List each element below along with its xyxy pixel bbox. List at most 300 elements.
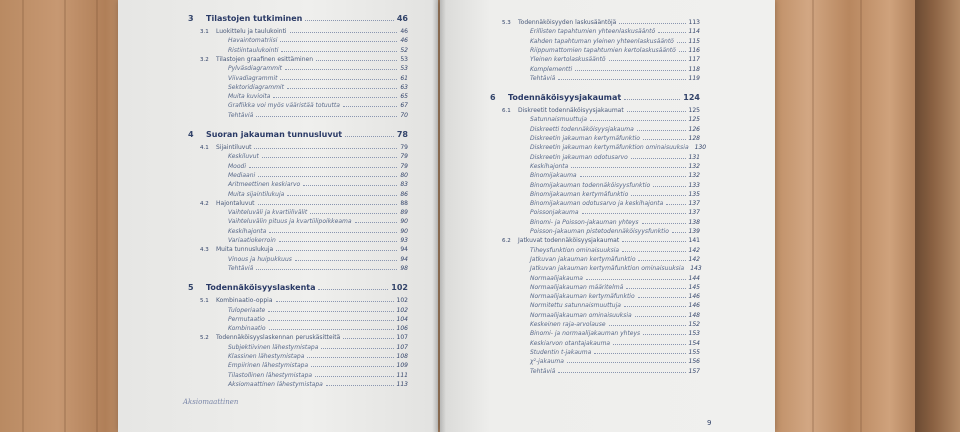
toc-entry-page: 46: [400, 28, 408, 35]
toc-entry: [188, 130, 408, 139]
toc-entry-page: 46: [400, 37, 408, 45]
toc-entry-title: Muita tunnuslukuja: [216, 246, 274, 254]
toc-entry: [228, 83, 408, 92]
toc-entry-title: Todennäköisyyslaskennan peruskäsitteitä: [216, 334, 341, 342]
toc-entry: [228, 180, 408, 189]
toc-entry-page: 125: [688, 116, 700, 124]
toc-leader-dots: [268, 315, 394, 321]
toc-entry: [228, 255, 408, 264]
toc-entry-title: Klassinen lähestymistapa: [228, 353, 305, 360]
wood-grain: [96, 0, 98, 432]
toc-entry-title: Normaalijakauman ominaisuuksia: [530, 311, 632, 319]
toc-leader-dots: [635, 311, 686, 317]
toc-leader-dots: [343, 333, 393, 339]
toc-entry: [530, 171, 700, 180]
wood-grain: [812, 0, 814, 432]
toc-leader-dots: [303, 180, 397, 186]
toc-entry-title: Binomijakauman odotusarvo ja keskihajonta: [530, 200, 664, 208]
toc-entry-title: Diskreetin jakauman kertymäfunktion ominaisuuksia: [530, 144, 689, 152]
toc-entry-title: Jatkuvat todennäköisyysjakaumat: [518, 237, 620, 245]
toc-leader-dots: [305, 15, 393, 21]
toc-entry-title: Keskihajonta: [530, 162, 569, 170]
toc-entry-title: Keskeinen raja-arvolause: [530, 321, 606, 328]
toc-entry-title: Variaatiokerroin: [228, 237, 276, 244]
toc-leader-dots: [672, 227, 686, 233]
table-edge: [915, 0, 960, 432]
toc-entry: [228, 152, 408, 161]
toc-entry-page: 113: [396, 380, 408, 388]
toc-entry-title: Tilastojen tutkiminen: [206, 14, 303, 23]
toc-entry: [530, 27, 700, 36]
toc-entry-page: 116: [688, 46, 700, 54]
toc-entry-title: Jatkuvan jakauman kertymäfunktio: [530, 255, 636, 263]
toc-entry-page: 125: [688, 107, 700, 115]
toc-entry-number: 3: [188, 14, 194, 23]
toc-leader-dots: [281, 46, 397, 52]
toc-entry: [228, 371, 408, 380]
toc-entry-page: 102: [396, 297, 408, 305]
toc-entry: [530, 143, 707, 152]
toc-leader-dots: [268, 306, 393, 312]
wood-grain: [860, 0, 862, 432]
toc-entry-title: Keskiluvut: [228, 153, 259, 161]
toc-entry: [530, 199, 700, 208]
toc-leader-dots: [287, 190, 397, 196]
toc-entry: [530, 320, 700, 329]
toc-entry-title: Binomijakauman todennäköisyysfunktio: [530, 181, 651, 189]
toc-entry-title: Tilastollinen lähestymistapa: [228, 371, 313, 379]
toc-entry-title: Hajontaluvut: [216, 199, 255, 207]
toc-entry-number: 5.1: [200, 298, 209, 305]
toc-entry-title: Havaintomatriisi: [228, 37, 278, 45]
toc-leader-dots: [590, 115, 686, 121]
toc-entry-title: Binomi- ja Poisson-jakauman yhteys: [530, 218, 639, 226]
toc-entry-title: Diskreetin jakauman kertymäfunktio: [530, 135, 640, 142]
toc-entry: [228, 92, 408, 101]
toc-entry-page: 118: [688, 65, 700, 73]
toc-entry-page: 78: [396, 130, 408, 139]
toc-entry-number: 4: [188, 130, 194, 139]
toc-entry-page: 119: [688, 74, 700, 82]
toc-entry-page: 79: [400, 144, 408, 151]
toc-entry-title: Suoran jakauman tunnusluvut: [206, 130, 343, 139]
toc-entry-title: Satunnaismuuttuja: [530, 116, 588, 124]
toc-leader-dots: [642, 218, 686, 224]
toc-entry: [530, 153, 700, 162]
toc-entry-page: 143: [690, 265, 702, 273]
toc-leader-dots: [679, 46, 686, 52]
toc-leader-dots: [311, 361, 393, 367]
toc-entry-page: 111: [396, 371, 408, 379]
toc-entry: [228, 343, 408, 352]
toc-leader-dots: [355, 217, 398, 223]
toc-entry-number: 3.2: [200, 56, 209, 63]
toc-entry: [228, 361, 408, 370]
toc-entry-page: 115: [688, 37, 700, 45]
toc-leader-dots: [256, 264, 397, 270]
toc-entry: [228, 264, 408, 273]
toc-leader-dots: [631, 190, 685, 196]
toc-entry-page: 53: [400, 65, 408, 73]
toc-leader-dots: [285, 64, 397, 70]
toc-entry-title: Todennäköisyyslaskenta: [206, 283, 316, 293]
toc-entry: [530, 46, 700, 55]
toc-entry-page: 153: [688, 330, 700, 338]
toc-leader-dots: [258, 199, 398, 205]
toc-leader-dots: [273, 92, 397, 98]
toc-entry-title: Binomijakauma: [530, 172, 577, 180]
toc-entry-title: Jatkuvan jakauman kertymäfunktion ominaisuuksia: [530, 265, 685, 273]
toc-entry-title: Riippumattomien tapahtumien kertolaskusääntö: [530, 46, 676, 54]
toc-leader-dots: [279, 236, 398, 242]
toc-entry-title: Erillisten tapahtumien yhteenlaskusääntö: [530, 28, 656, 36]
toc-leader-dots: [295, 255, 397, 261]
toc-entry: [530, 357, 700, 366]
toc-entry: [530, 246, 700, 255]
toc-entry-page: 88: [400, 199, 408, 207]
toc-entry-title: Keskiarvon otantajakauma: [530, 339, 611, 347]
toc-leader-dots: [624, 94, 680, 100]
page-number: 9: [707, 419, 712, 427]
toc-entry-page: 138: [688, 218, 700, 226]
toc-entry: [228, 74, 408, 83]
toc-entry-page: 90: [400, 218, 408, 226]
toc-entry-page: 83: [400, 181, 408, 189]
toc-entry-title: Tehtäviä: [228, 111, 254, 119]
toc-entry-title: Komplementti: [530, 65, 573, 73]
toc-entry-page: 124: [683, 93, 700, 103]
toc-entry-title: Binomi- ja normaalijakauman yhteys: [530, 330, 641, 338]
toc-entry-page: 94: [400, 246, 408, 254]
toc-entry-title: Aritmeettinen keskiarvo: [228, 181, 301, 189]
toc-leader-dots: [258, 171, 397, 177]
toc-entry-title: Vaihteluväli ja kvartiilivälit: [228, 209, 308, 217]
toc-entry-title: Sektoridiagrammit: [228, 83, 284, 91]
toc-entry: [530, 134, 700, 143]
toc-leader-dots: [575, 65, 685, 71]
toc-entry: [188, 14, 408, 23]
toc-entry: [530, 162, 700, 171]
toc-entry-number: 6: [490, 93, 496, 103]
toc-entry-page: 128: [688, 135, 700, 142]
toc-leader-dots: [627, 106, 686, 112]
toc-leader-dots: [624, 301, 686, 307]
toc-entry: [228, 315, 408, 324]
toc-entry-page: 142: [688, 246, 700, 254]
toc-entry-page: 102: [396, 306, 408, 314]
toc-entry: [530, 339, 700, 348]
toc-entry-number: 4.2: [200, 200, 209, 207]
toc-entry-page: 104: [396, 315, 408, 323]
toc-leader-dots: [316, 55, 397, 61]
toc-entry-title: Empiirinen lähestymistapa: [228, 362, 309, 370]
toc-entry-title: Tehtäviä: [530, 367, 556, 375]
toc-leader-dots: [609, 320, 686, 326]
toc-entry-title: Moodi: [228, 162, 246, 170]
toc-leader-dots: [287, 83, 397, 89]
toc-leader-dots: [677, 37, 686, 43]
toc-entry: [530, 181, 700, 190]
toc-entry-title: Todennäköisyyden laskusääntöjä: [518, 19, 617, 26]
toc-entry: [228, 190, 408, 199]
toc-entry-page: 154: [688, 339, 700, 347]
toc-entry-page: 133: [688, 181, 700, 189]
toc-entry-title: Tiheysfunktion ominaisuuksia: [530, 246, 620, 254]
toc-entry: [228, 217, 408, 226]
toc-entry-page: 106: [396, 325, 408, 333]
toc-entry-page: 93: [400, 237, 408, 244]
toc-entry-page: 146: [688, 293, 700, 301]
toc-entry: [228, 352, 408, 361]
toc-entry-page: 107: [396, 334, 408, 342]
toc-leader-dots: [290, 27, 398, 33]
toc-leader-dots: [613, 339, 685, 345]
toc-entry-number: 5.2: [200, 335, 209, 342]
toc-entry-title: Ristiintaulukointi: [228, 46, 279, 54]
toc-entry-page: 132: [688, 162, 700, 170]
handwritten-note: Aksiomaattinen: [183, 398, 239, 406]
toc-entry-page: 126: [688, 125, 700, 133]
toc-leader-dots: [626, 283, 685, 289]
toc-entry-title: Yleinen kertolaskusääntö: [530, 56, 606, 64]
toc-entry: [228, 111, 408, 120]
toc-entry: [530, 218, 700, 227]
toc-leader-dots: [622, 236, 685, 242]
toc-entry-title: Muita sijaintilukuja: [228, 190, 285, 198]
toc-entry-page: 146: [688, 302, 700, 310]
toc-entry: [530, 190, 700, 199]
toc-entry-title: Pylväsdiagrammit: [228, 65, 283, 73]
toc-entry-page: 63: [400, 83, 408, 91]
toc-entry: [530, 283, 700, 292]
toc-entry: [228, 236, 408, 245]
toc-leader-dots: [637, 125, 686, 131]
toc-entry-title: Diskreetin jakauman odotusarvo: [530, 153, 628, 161]
toc-entry-page: 132: [688, 172, 700, 180]
toc-entry-title: Keskihajonta: [228, 227, 267, 235]
toc-entry: [228, 324, 408, 333]
toc-entry-page: 108: [396, 353, 408, 360]
toc-entry: [228, 306, 408, 315]
toc-entry: [490, 93, 700, 102]
toc-entry-page: 135: [688, 190, 700, 198]
toc-leader-dots: [619, 18, 685, 24]
toc-entry: [530, 311, 700, 320]
toc-entry: [228, 171, 408, 180]
toc-entry-page: 61: [400, 74, 408, 82]
toc-entry-title: Kombinaatio-oppia: [216, 297, 273, 305]
toc-leader-dots: [622, 246, 685, 252]
toc-entry-title: Vaihteluvälin pituus ja kvartiilipoikkeama: [228, 218, 352, 226]
toc-entry-page: 141: [688, 237, 700, 245]
toc-leader-dots: [558, 367, 685, 373]
toc-entry-title: Tuloperiaate: [228, 306, 266, 314]
toc-entry-page: 53: [400, 55, 408, 63]
toc-entry-title: Diskreetti todennäköisyysjakauma: [530, 125, 634, 133]
toc-entry-title: Tehtäviä: [228, 264, 254, 272]
toc-entry-title: Poissonjakauma: [530, 209, 579, 217]
toc-leader-dots: [262, 152, 398, 158]
wood-grain: [64, 0, 66, 432]
toc-leader-dots: [269, 227, 397, 233]
toc-entry-page: 155: [688, 348, 700, 356]
toc-leader-dots: [315, 371, 393, 377]
toc-leader-dots: [343, 101, 397, 107]
toc-entry-page: 145: [688, 283, 700, 291]
toc-entry-page: 67: [400, 102, 408, 110]
toc-entry: [228, 36, 408, 45]
toc-entry: [530, 292, 700, 301]
toc-leader-dots: [638, 292, 686, 298]
toc-leader-dots: [310, 208, 397, 214]
toc-entry-number: 3.1: [200, 29, 209, 35]
toc-leader-dots: [643, 134, 686, 140]
toc-entry-page: 131: [688, 153, 700, 161]
toc-entry-title: Sijaintiluvut: [216, 144, 252, 151]
toc-entry: [228, 46, 408, 55]
toc-entry-number: 5.3: [502, 20, 511, 26]
toc-entry-title: Subjektiivinen lähestymistapa: [228, 343, 319, 351]
toc-entry-page: 89: [400, 209, 408, 217]
toc-entry-page: 117: [688, 56, 700, 64]
toc-entry-page: 148: [688, 311, 700, 319]
toc-entry-title: Vinous ja huipukkuus: [228, 255, 292, 263]
toc-leader-dots: [307, 352, 393, 358]
toc-entry: [228, 227, 408, 236]
toc-entry: [530, 274, 700, 283]
toc-entry-page: 137: [688, 200, 700, 208]
toc-entry-page: 130: [694, 144, 707, 152]
toc-entry: [188, 283, 408, 292]
toc-entry-page: 65: [400, 93, 408, 101]
toc-entry-title: Binomijakauman kertymäfunktio: [530, 190, 629, 198]
toc-leader-dots: [631, 153, 686, 159]
toc-entry-page: 144: [688, 274, 700, 282]
toc-entry-title: Todennäköisyysjakaumat: [508, 93, 622, 103]
toc-entry-title: Tehtäviä: [530, 74, 556, 82]
toc-entry-number: 4.1: [200, 145, 209, 151]
toc-entry-title: Normaalijakauma: [530, 274, 583, 282]
toc-entry-title: Permutaatio: [228, 315, 265, 323]
toc-entry-number: 6.2: [502, 238, 511, 245]
toc-entry-page: 90: [400, 227, 408, 235]
toc-entry: [530, 329, 700, 338]
toc-entry-page: 113: [688, 19, 700, 26]
toc-leader-dots: [582, 208, 686, 214]
toc-entry: [530, 367, 700, 376]
toc-entry: [228, 101, 408, 110]
toc-leader-dots: [318, 284, 388, 290]
toc-entry-title: Aksiomaattinen lähestymistapa: [228, 380, 323, 388]
toc-leader-dots: [658, 27, 685, 33]
toc-leader-dots: [269, 324, 394, 330]
toc-leader-dots: [653, 181, 685, 187]
toc-leader-dots: [321, 343, 393, 349]
toc-entry-title: Normaalijakauman kertymäfunktio: [530, 293, 635, 301]
toc-leader-dots: [571, 162, 685, 168]
toc-entry-title: Poisson-jakauman pistetodennäköisyysfunktio: [530, 228, 669, 235]
toc-entry-page: 156: [688, 358, 700, 366]
toc-leader-dots: [345, 131, 394, 137]
toc-entry: [530, 37, 700, 46]
toc-entry: [530, 125, 700, 134]
toc-leader-dots: [280, 36, 397, 42]
toc-entry: [530, 65, 700, 74]
toc-entry-page: 152: [688, 321, 700, 328]
toc-leader-dots: [580, 171, 686, 177]
toc-leader-dots: [276, 296, 394, 302]
toc-entry-title: χ²-jakauma: [530, 358, 564, 366]
toc-entry-title: Kahden tapahtuman yleinen yhteenlaskusääntö: [530, 37, 674, 45]
toc-entry-title: Luokittelu ja taulukointi: [216, 28, 287, 35]
toc-entry: [530, 55, 700, 64]
toc-entry-page: 98: [400, 264, 408, 272]
toc-leader-dots: [254, 143, 397, 149]
toc-entry-page: 107: [396, 343, 408, 351]
toc-leader-dots: [558, 74, 685, 80]
toc-entry-page: 139: [688, 228, 700, 235]
toc-leader-dots: [256, 111, 397, 117]
toc-entry-title: Muita kuvioita: [228, 93, 271, 101]
toc-leader-dots: [326, 380, 394, 386]
toc-entry-title: Viivadiagrammit: [228, 74, 278, 82]
toc-entry-page: 79: [400, 162, 408, 170]
toc-entry-page: 46: [396, 14, 408, 23]
toc-leader-dots: [276, 245, 397, 251]
toc-entry-title: Diskreetit todennäköisyysjakaumat: [518, 107, 624, 115]
toc-entry: [530, 227, 700, 236]
wood-grain: [22, 0, 24, 432]
toc-entry-title: Normitettu satunnaismuuttuja: [530, 302, 621, 310]
toc-entry: [530, 115, 700, 124]
toc-entry: [530, 301, 700, 310]
toc-entry: [530, 264, 700, 273]
toc-leader-dots: [594, 348, 685, 354]
toc-entry-title: Tilastojen graafinen esittäminen: [216, 55, 313, 63]
toc-entry: [530, 255, 700, 264]
toc-entry: [228, 162, 408, 171]
toc-entry-page: 79: [400, 153, 408, 161]
toc-entry-page: 94: [400, 255, 408, 263]
toc-leader-dots: [249, 162, 397, 168]
toc-leader-dots: [643, 329, 685, 335]
toc-entry-page: 142: [688, 255, 700, 263]
toc-entry-title: Normaalijakauman määritelmä: [530, 283, 624, 291]
toc-entry-number: 5: [188, 283, 194, 293]
toc-entry-page: 114: [688, 28, 700, 36]
toc-leader-dots: [666, 199, 685, 205]
toc-entry-page: 157: [688, 367, 700, 375]
toc-entry-page: 52: [400, 46, 408, 54]
toc-entry: [530, 348, 700, 357]
toc-entry-title: Mediaani: [228, 171, 256, 179]
toc-leader-dots: [567, 357, 686, 363]
toc-entry: [530, 208, 700, 217]
toc-entry: [530, 74, 700, 83]
book-gutter: [432, 0, 446, 432]
toc-leader-dots: [609, 55, 686, 61]
toc-entry: [228, 64, 408, 73]
toc-leader-dots: [280, 74, 397, 80]
toc-entry-title: Grafiikka voi myös vääristää totuutta: [228, 102, 340, 110]
toc-leader-dots: [586, 274, 686, 280]
toc-entry-page: 80: [400, 171, 408, 179]
toc-entry-page: 102: [391, 283, 408, 293]
toc-entry-number: 6.1: [502, 108, 511, 115]
toc-leader-dots: [638, 255, 685, 261]
toc-entry: [228, 380, 408, 389]
toc-entry: [228, 208, 408, 217]
